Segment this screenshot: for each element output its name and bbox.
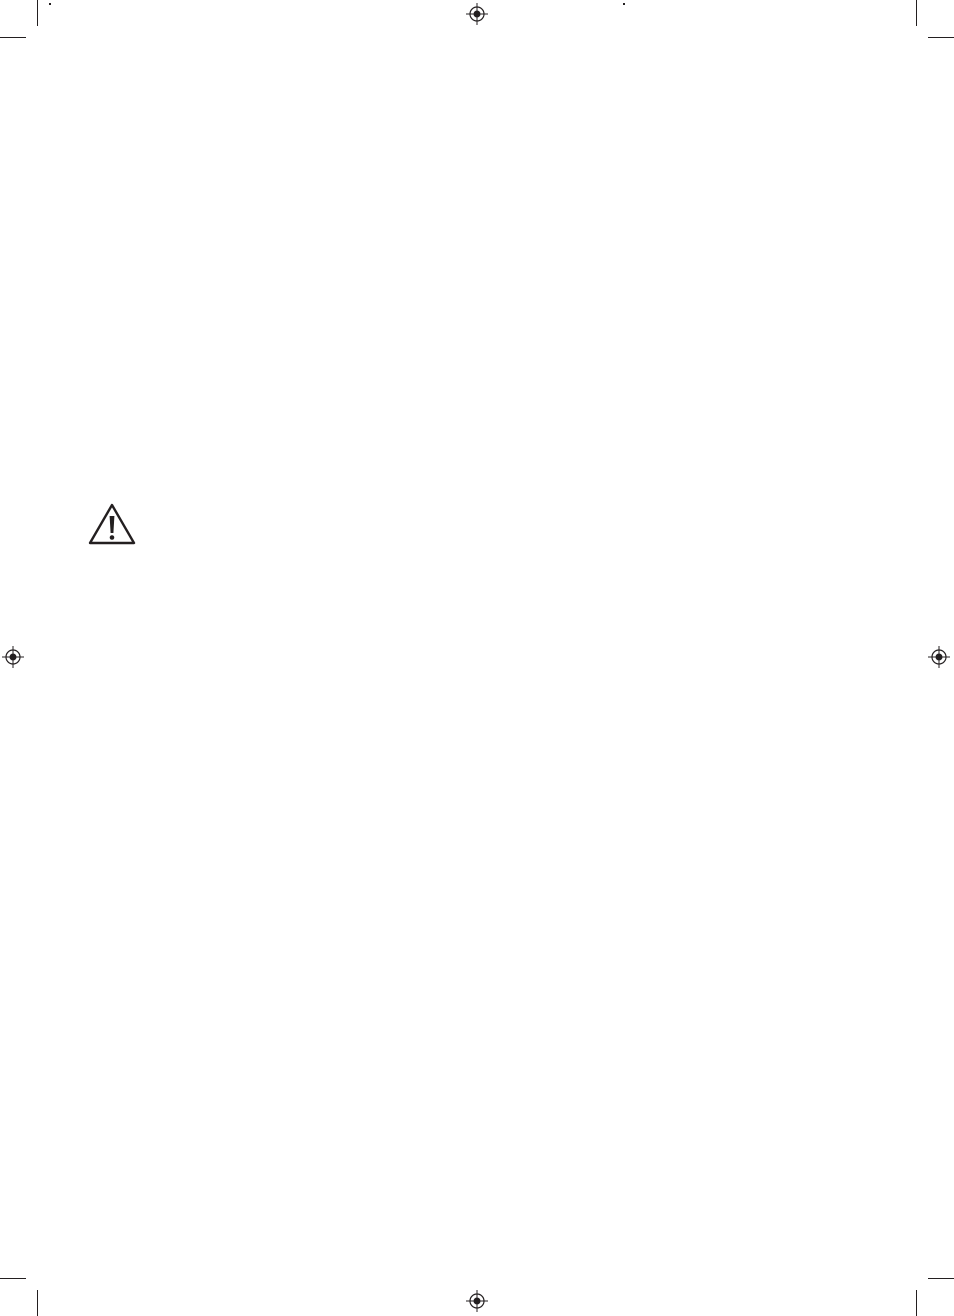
registration-mark-left-icon [2, 646, 24, 668]
grayscale-color-bar [49, 3, 51, 5]
process-color-bar [623, 3, 625, 5]
crop-mark-top-right-vertical [916, 0, 917, 26]
crop-mark-bottom-right-horizontal [928, 1278, 954, 1279]
crop-mark-top-left-vertical [37, 0, 38, 26]
crop-mark-bottom-left-horizontal [0, 1278, 26, 1279]
registration-mark-right-icon [928, 646, 950, 668]
crop-mark-bottom-right-vertical [916, 1290, 917, 1316]
crop-mark-top-left-horizontal [0, 37, 26, 38]
warning-triangle-icon [88, 503, 136, 545]
registration-mark-top-icon [466, 3, 488, 25]
registration-mark-bottom-icon [466, 1290, 488, 1312]
crop-mark-top-right-horizontal [928, 37, 954, 38]
crop-mark-bottom-left-vertical [37, 1290, 38, 1316]
